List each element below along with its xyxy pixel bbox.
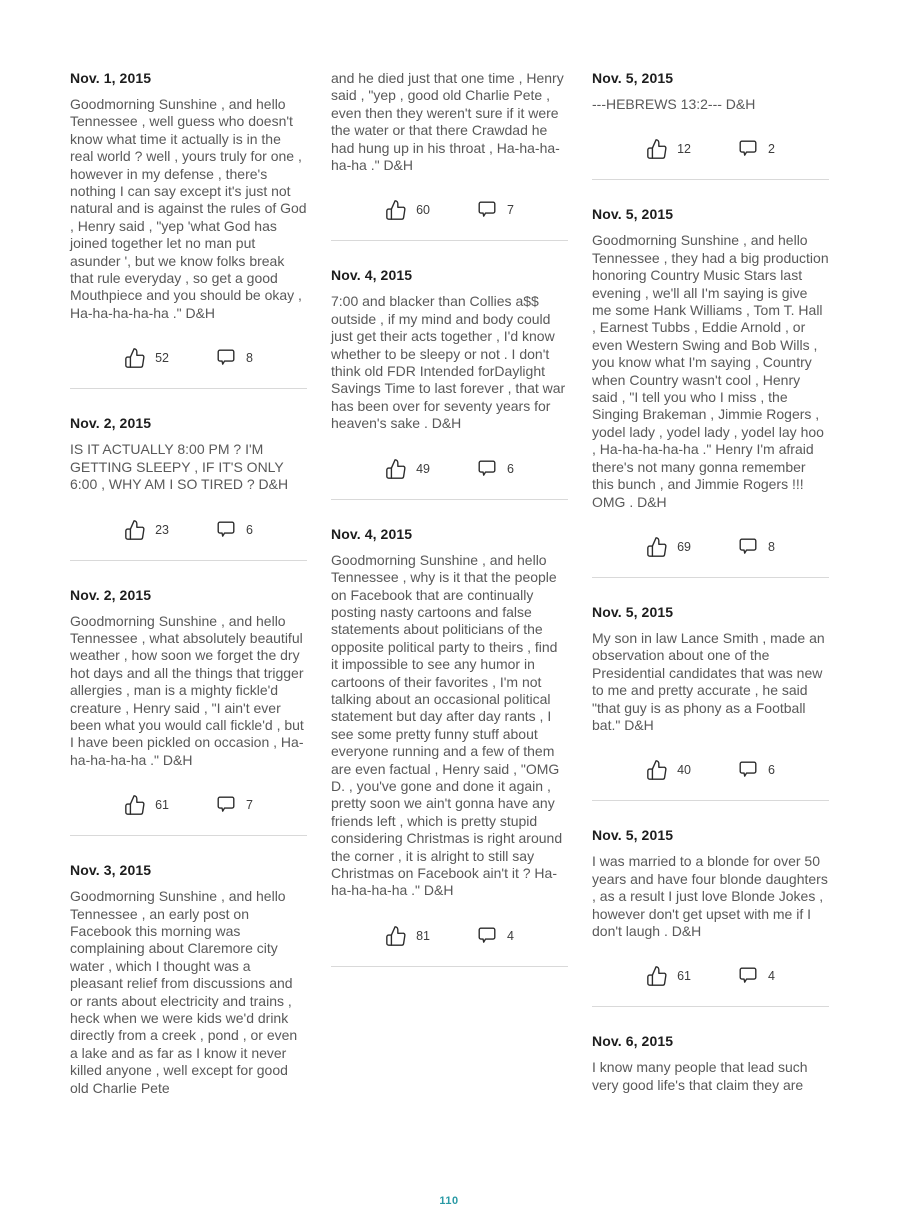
post-date: Nov. 1, 2015 xyxy=(70,70,152,86)
comment-icon xyxy=(737,965,759,987)
comment-icon xyxy=(737,759,759,781)
comment-count: 4 xyxy=(506,928,514,943)
comment-icon xyxy=(737,536,759,558)
post xyxy=(70,70,307,389)
post xyxy=(70,415,307,560)
like-count: 61 xyxy=(677,969,691,984)
column-2 xyxy=(331,70,568,993)
post-divider xyxy=(70,560,307,561)
engagement-row xyxy=(70,519,307,541)
thumbs-up-icon xyxy=(646,759,668,781)
comment-icon xyxy=(215,519,237,541)
post-date: Nov. 5, 2015 xyxy=(592,206,674,223)
comment-group xyxy=(215,794,253,816)
post-body: I was married to a blonde for over 50 years and have four blonde daughters , as a result I just love Blonde Jokes , however don't get upset with me if I don't laugh . D&H xyxy=(592,853,828,939)
comment-count: 6 xyxy=(245,522,253,537)
post-body: My son in law Lance Smith , made an observation about one of the Presidential candidates that was new to me and pretty accurate , he said "that guy is as phony as a Football bat." D&H xyxy=(592,629,825,733)
post-date: Nov. 6, 2015 xyxy=(592,1033,674,1050)
post xyxy=(592,1033,829,1094)
post-date: Nov. 4, 2015 xyxy=(331,267,413,284)
thumbs-up-icon xyxy=(385,458,407,480)
page-number: 110 xyxy=(439,1195,459,1207)
post-divider xyxy=(331,966,568,967)
thumbs-up-icon xyxy=(124,347,146,369)
comment-group xyxy=(476,199,514,221)
comment-icon xyxy=(476,458,498,480)
comment-icon xyxy=(215,347,237,369)
like-group xyxy=(124,519,169,541)
like-group xyxy=(646,138,691,160)
post-date: Nov. 4, 2015 xyxy=(331,525,413,542)
like-count: 23 xyxy=(155,522,169,537)
post-date: Nov. 2, 2015 xyxy=(70,586,152,603)
thumbs-up-icon xyxy=(385,199,407,221)
engagement-row xyxy=(70,347,307,369)
post xyxy=(592,827,829,1007)
thumbs-up-icon xyxy=(646,965,668,987)
post-divider xyxy=(592,1006,829,1007)
post-date: Nov. 5, 2015 xyxy=(592,603,674,620)
post-body: I know many people that lead such very good life's that claim they are xyxy=(592,1059,808,1093)
like-count: 12 xyxy=(677,142,691,157)
like-group xyxy=(646,965,691,987)
post-divider xyxy=(331,499,568,500)
engagement-row xyxy=(592,759,829,781)
post xyxy=(331,267,568,499)
post-divider xyxy=(592,179,829,180)
post-body: and he died just that one time , Henry said , "yep , good old Charlie Pete , even then they weren't sure if it were the water or that there Crawdad he had hung up in his throat , Ha-ha-ha-ha-ha ." D&H xyxy=(331,70,564,174)
post-divider xyxy=(70,388,307,389)
like-group xyxy=(646,759,691,781)
comment-group xyxy=(215,347,253,369)
comment-group xyxy=(737,965,775,987)
post xyxy=(592,604,829,801)
like-group xyxy=(646,536,691,558)
like-group xyxy=(385,458,430,480)
comment-count: 2 xyxy=(767,142,775,157)
comment-group xyxy=(215,519,253,541)
post-body: ---HEBREWS 13:2--- D&H xyxy=(592,96,756,112)
engagement-row xyxy=(70,794,307,816)
post-body: Goodmorning Sunshine , and hello Tennessee , well guess who doesn't know what time it actually is in the real world ? well , yours truly for one , however in my defense , there's nothing I can say except it's just not natural and is against the rules of God , Henry said , "yep 'what God has joined together let no man put asunder ', but we know folks break that rule everyday , so get a good Mouthpiece and you should be okay , Ha-ha-ha-ha-ha ." D&H xyxy=(70,96,307,321)
post-body: Goodmorning Sunshine , and hello Tennessee , an early post on Facebook this morning was complaining about Claremore city water , which I thought was a pleasant relief from discussions and or rants about electricity and trains , heck when we were kids we'd drink directly from a creek , pond , or even a lake and as far as I know it never killed anyone , well except for good old Charlie Pete xyxy=(70,888,298,1096)
post-body: IS IT ACTUALLY 8:00 PM ? I'M GETTING SLEEPY , IF IT'S ONLY 6:00 , WHY AM I SO TIRED ? D&H xyxy=(70,441,289,493)
post-divider xyxy=(592,800,829,801)
like-count: 60 xyxy=(416,203,430,218)
engagement-row xyxy=(331,925,568,947)
like-group xyxy=(124,794,169,816)
post-continuation xyxy=(331,70,568,241)
post-divider xyxy=(70,835,307,836)
comment-count: 7 xyxy=(245,798,253,813)
comment-count: 6 xyxy=(767,763,775,778)
post-body: Goodmorning Sunshine , and hello Tennessee , what absolutely beautiful weather , how soon we forget the dry hot days and all the things that trigger allergies , man is a mighty fickle'd creature , Henry said , "I ain't ever been what you would call fickle'd , but I have been pickled on occasion , Ha-ha-ha-ha-ha ." D&H xyxy=(70,612,304,768)
comment-icon xyxy=(737,138,759,160)
comment-group xyxy=(476,925,514,947)
like-count: 69 xyxy=(677,539,691,554)
column-3 xyxy=(592,70,829,1094)
like-count: 40 xyxy=(677,763,691,778)
engagement-row xyxy=(592,965,829,987)
comment-count: 8 xyxy=(245,351,253,366)
like-count: 52 xyxy=(155,351,169,366)
like-group xyxy=(385,199,430,221)
thumbs-up-icon xyxy=(385,925,407,947)
comment-icon xyxy=(476,925,498,947)
post-date: Nov. 5, 2015 xyxy=(592,70,674,86)
comment-count: 8 xyxy=(767,539,775,554)
post xyxy=(592,206,829,578)
post-date: Nov. 2, 2015 xyxy=(70,415,152,432)
engagement-row xyxy=(592,536,829,558)
comment-group xyxy=(737,138,775,160)
comment-icon xyxy=(476,199,498,221)
comment-group xyxy=(737,536,775,558)
post xyxy=(331,526,568,967)
engagement-row xyxy=(592,138,829,160)
like-count: 61 xyxy=(155,798,169,813)
comment-count: 6 xyxy=(506,461,514,476)
column-1 xyxy=(70,70,307,1097)
thumbs-up-icon xyxy=(646,536,668,558)
post-body: Goodmorning Sunshine , and hello Tennessee , they had a big production honoring Country Music Stars last evening , we'll all I'm saying is give me some Hank Williams , Tom T. Hall , Earnest Tubbs , Eddie Arnold , or even Western Swing and Bob Wills , you know what I'm saying , Country when Country wasn't cool , Henry said , "I tell you who I miss , the Singing Brakeman , Jimmie Rogers , yodel lady , yodel lady , yodel lay hoo , Ha-ha-ha-ha-ha ." Henry I'm afraid there's not many gonna remember this bunch , and Jimmie Rogers !!! OMG . D&H xyxy=(592,232,829,510)
comment-group xyxy=(737,759,775,781)
post-body: 7:00 and blacker than Collies a$$ outside , if my mind and body could just get their acts together , I'd know whether to be sleepy or not . I don't think old FDR Intended forDaylight Savings Time to last forever , that war has been over for seventy years for heaven's sake . D&H xyxy=(331,293,566,432)
post-divider xyxy=(331,240,568,241)
post-date: Nov. 5, 2015 xyxy=(592,827,674,844)
post-divider xyxy=(592,577,829,578)
thumbs-up-icon xyxy=(124,794,146,816)
like-count: 81 xyxy=(416,928,430,943)
like-group xyxy=(124,347,169,369)
like-group xyxy=(385,925,430,947)
comment-count: 7 xyxy=(506,203,514,218)
like-count: 49 xyxy=(416,461,430,476)
engagement-row xyxy=(331,458,568,480)
engagement-row xyxy=(331,199,568,221)
post xyxy=(592,70,829,180)
post xyxy=(70,862,307,1097)
comment-icon xyxy=(215,794,237,816)
thumbs-up-icon xyxy=(646,138,668,160)
post xyxy=(70,587,307,837)
comment-count: 4 xyxy=(767,969,775,984)
thumbs-up-icon xyxy=(124,519,146,541)
post-body: Goodmorning Sunshine , and hello Tennessee , why is it that the people on Facebook that are continually posting nasty cartoons and false statements about politicians of the opposite political party to theirs , find it impossible to see any humor in cartoons of their favorites , I'm not talking about an occasional political statement but day after day rants , I see some pretty funny stuff about everyone running and a few of them are even factual , Henry said , "OMG D. , you've gone and done it again , pretty soon we ain't gonna have any friends left , which is pretty stupid considering Christmas is right around the corner , it is alright to still say Christmas on Facebook ain't it ? Ha-ha-ha-ha-ha ." D&H xyxy=(331,551,563,899)
post-date: Nov. 3, 2015 xyxy=(70,862,152,879)
comment-group xyxy=(476,458,514,480)
